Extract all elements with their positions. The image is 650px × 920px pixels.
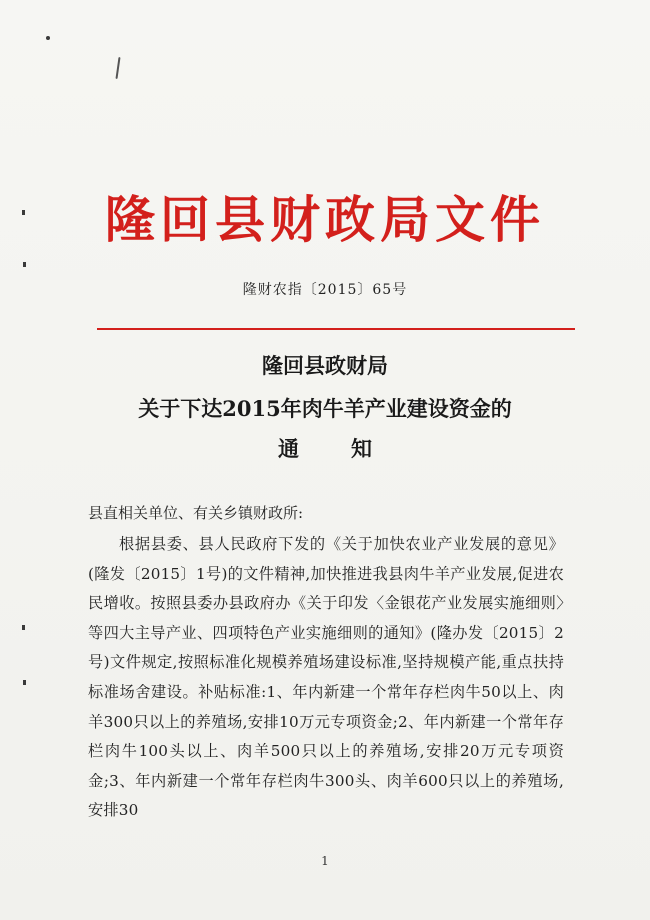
notice-title-issuer: 隆回县政财局 [262, 353, 388, 378]
salutation: 县直相关单位、有关乡镇财政所: [88, 504, 304, 522]
notice-title-type: 通知 [278, 436, 424, 461]
binding-hole-mark [23, 680, 26, 685]
binding-hole-mark [22, 625, 25, 630]
page-number: 1 [321, 854, 329, 868]
binding-hole-mark [23, 262, 26, 267]
pencil-mark [115, 57, 120, 79]
document-header-title: 隆回县财政局文件 [105, 190, 545, 249]
red-separator-rule [97, 328, 575, 330]
body-paragraph: 根据县委、县人民政府下发的《关于加快农业产业发展的意见》(隆发〔2015〕1号)的文件精神,加快推进我县肉牛羊产业发展,促进农民增收。按照县委办县政府办《关于印发〈金银花产业发展实施细则〉等四大主导产业、四项特色产业实施细则的通知》(隆办发〔2015〕2号)文件规定,按照标准化规模养殖场建设标准,坚持规模产能,重点扶持标准场舍建设。补贴标准:1、年内新建一个常年存栏肉牛50以上、肉羊300只以上的养殖场,安排10万元专项资金;2、年内新建一个常年存栏肉牛100头以上、肉羊500只以上的养殖场,安排20万元专项资金;3、年内新建一个常年存栏肉牛300头、肉羊600只以上的养殖场,安排30 [88, 535, 564, 820]
scan-speck [46, 36, 50, 40]
notice-title-subject: 关于下达2015年肉牛羊产业建设资金的 [138, 396, 512, 421]
document-number: 隆财农指〔2015〕65号 [242, 282, 408, 298]
